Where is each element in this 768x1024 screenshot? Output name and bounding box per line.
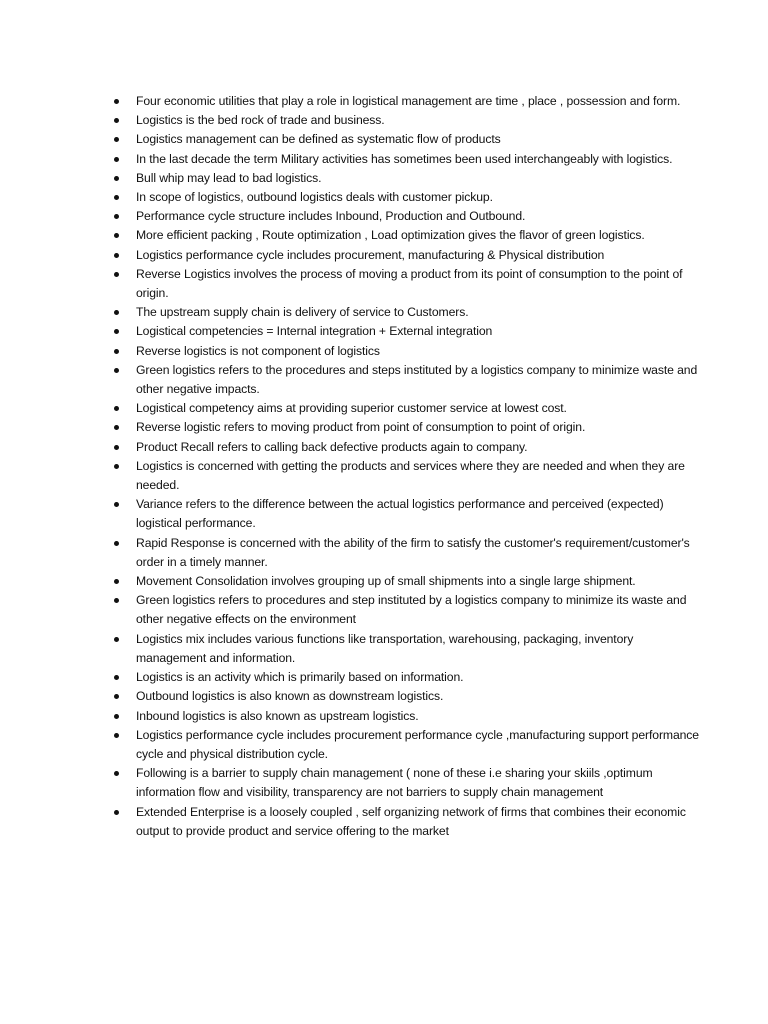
- bullet-icon: [114, 176, 119, 181]
- list-item: [110, 399, 700, 418]
- list-item: [110, 303, 700, 322]
- bullet-icon: [114, 502, 119, 507]
- list-item-text: In the last decade the term Military activities has sometimes been used interchangeably with logistics.: [136, 151, 673, 166]
- bullet-icon: [114, 445, 119, 450]
- bullet-icon: [114, 272, 119, 277]
- list-item-text: Outbound logistics is also known as downstream logistics.: [136, 689, 444, 704]
- bullet-icon: [114, 810, 119, 815]
- list-item-text: Reverse logistics is not component of logistics: [136, 343, 380, 358]
- list-item: [110, 764, 700, 802]
- list-item: [110, 150, 700, 169]
- list-item: [110, 226, 700, 245]
- bullet-icon: [114, 675, 119, 680]
- list-item-text: Reverse Logistics involves the process of moving a product from its point of consumption to the point of origin.: [136, 266, 683, 301]
- bullet-icon: [114, 714, 119, 719]
- list-item: [110, 572, 700, 591]
- list-item-text: Green logistics refers to the procedures and steps instituted by a logistics company to minimize waste and other negative impacts.: [136, 362, 698, 397]
- bullet-list: [110, 92, 700, 841]
- list-item: [110, 707, 700, 726]
- bullet-icon: [114, 253, 119, 258]
- list-item: [110, 342, 700, 361]
- bullet-icon: [114, 157, 119, 162]
- list-item: [110, 130, 700, 149]
- list-item: [110, 668, 700, 687]
- bullet-icon: [114, 368, 119, 373]
- list-item-text: Extended Enterprise is a loosely coupled , self organizing network of firms that combines their economic output to provide product and service offering to the market: [136, 804, 686, 838]
- bullet-icon: [114, 214, 119, 219]
- list-item-text: Logistics is an activity which is primarily based on information.: [136, 670, 464, 685]
- bullet-icon: [114, 99, 119, 104]
- list-item: [110, 111, 700, 130]
- list-item: [110, 438, 700, 457]
- bullet-icon: [114, 579, 119, 584]
- list-item-text: Logistical competency aims at providing superior customer service at lowest cost.: [136, 401, 567, 416]
- list-item-text: More efficient packing , Route optimization , Load optimization gives the flavor of green logistics.: [136, 228, 645, 243]
- list-item: [110, 495, 700, 533]
- list-item: [110, 361, 700, 399]
- bullet-icon: [114, 118, 119, 123]
- list-item-text: Logistical competencies = Internal integration + External integration: [136, 324, 493, 339]
- list-item: [110, 726, 700, 764]
- bullet-icon: [114, 733, 119, 738]
- list-item: [110, 246, 700, 265]
- list-item-text: Performance cycle structure includes Inbound, Production and Outbound.: [136, 209, 526, 224]
- list-item: [110, 591, 700, 629]
- list-item-text: Rapid Response is concerned with the ability of the firm to satisfy the customer's requirement/customer's order in a timely manner.: [136, 535, 690, 569]
- list-item-text: Logistics mix includes various functions like transportation, warehousing, packaging, inventory management and information.: [136, 631, 634, 665]
- bullet-icon: [114, 406, 119, 411]
- list-item-text: The upstream supply chain is delivery of service to Customers.: [136, 305, 469, 320]
- list-item-text: Four economic utilities that play a role in logistical management are time , place , possession and form.: [136, 94, 681, 108]
- bullet-icon: [114, 541, 119, 546]
- bullet-icon: [114, 195, 119, 200]
- bullet-icon: [114, 464, 119, 469]
- bullet-icon: [114, 694, 119, 699]
- bullet-icon: [114, 349, 119, 354]
- bullet-icon: [114, 598, 119, 603]
- list-item-text: Following is a barrier to supply chain management ( none of these i.e sharing your skiils ,optimum information flow and visibility, transparency are not barriers to supply chain management: [136, 766, 653, 800]
- list-item-text: Logistics management can be defined as systematic flow of products: [136, 132, 501, 147]
- list-item: [110, 803, 700, 841]
- bullet-icon: [114, 329, 119, 334]
- list-item-text: Product Recall refers to calling back defective products again to company.: [136, 439, 528, 454]
- list-item-text: Logistics performance cycle includes procurement, manufacturing & Physical distribution: [136, 247, 605, 262]
- list-item-text: Movement Consolidation involves grouping up of small shipments into a single large shipment.: [136, 574, 636, 589]
- list-item: [110, 188, 700, 207]
- list-item-text: Green logistics refers to procedures and step instituted by a logistics company to minimize its waste and other negative effects on the environment: [136, 593, 687, 627]
- list-item-text: Logistics is concerned with getting the products and services where they are needed and when they are needed.: [136, 458, 685, 493]
- bullet-icon: [114, 310, 119, 315]
- list-item: [110, 687, 700, 706]
- list-item: [110, 457, 700, 495]
- bullet-icon: [114, 771, 119, 776]
- list-item-text: In scope of logistics, outbound logistics deals with customer pickup.: [136, 190, 493, 205]
- list-item: [110, 92, 700, 111]
- bullet-icon: [114, 637, 119, 642]
- bullet-icon: [114, 137, 119, 142]
- list-item-text: Inbound logistics is also known as upstream logistics.: [136, 708, 419, 723]
- list-item-text: Reverse logistic refers to moving product from point of consumption to point of origin.: [136, 420, 586, 435]
- list-item: [110, 265, 700, 303]
- list-item: [110, 630, 700, 668]
- list-item: [110, 169, 700, 188]
- bullet-icon: [114, 233, 119, 238]
- list-item: [110, 534, 700, 572]
- list-item: [110, 207, 700, 226]
- list-item-text: Variance refers to the difference between the actual logistics performance and perceived (expected) logistical performance.: [136, 497, 664, 531]
- list-item-text: Logistics is the bed rock of trade and business.: [136, 113, 385, 128]
- bullet-icon: [114, 425, 119, 430]
- list-item: [110, 418, 700, 437]
- list-item-text: Bull whip may lead to bad logistics.: [136, 170, 322, 185]
- list-item: [110, 322, 700, 341]
- list-item-text: Logistics performance cycle includes procurement performance cycle ,manufacturing support performance cycle and physical distribution cycle.: [136, 727, 699, 761]
